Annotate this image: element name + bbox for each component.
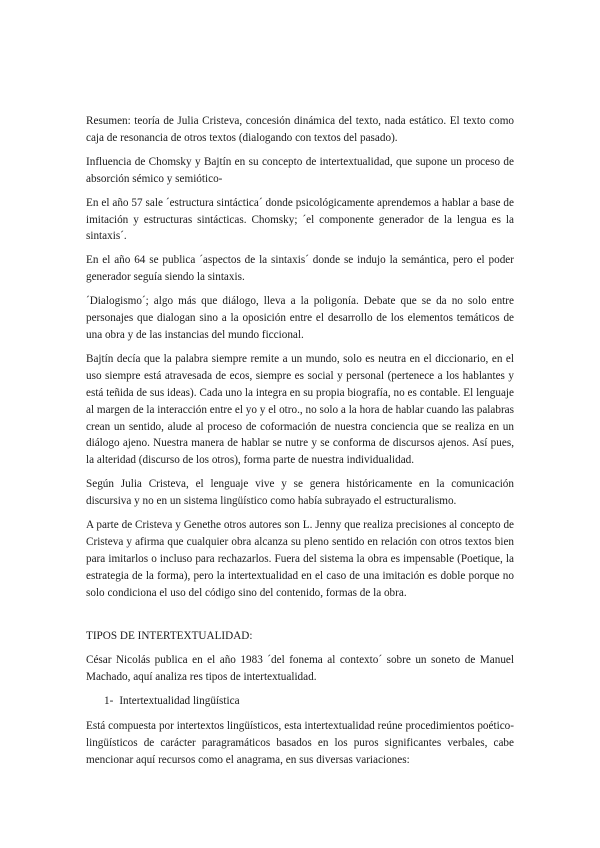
paragraph-section-intro: César Nicolás publica en el año 1983 ´del fonema al contexto´ sobre un soneto de Manuel Machado, aquí analiza res tipos de intertextualidad. — [86, 654, 514, 684]
paragraph-bajtin: Bajtín decía que la palabra siempre remite a un mundo, solo es neutra en el diccionario, en el uso siempre está atravesada de ecos, siempre es social y personal (pertenece a los hablantes y está teñida de sus ideas). Cada uno la integra en su propia biografía, no es contable. El lenguaje al margen de la interacción entre el yo y el otro., no solo a la hora de hablar cuando las palabras crean un sentido, alude al proceso de coformación de nuestra conciencia que se realiza en un diálogo ajeno. Nuestra manera de hablar se nutre y se conforma de discursos ajenos. Así pues, la alteridad (discurso de los otros), forma parte de nuestra individualidad. — [86, 352, 514, 467]
section-heading: TIPOS DE INTERTEXTUALIDAD: — [86, 629, 253, 642]
paragraph-cristeva-language: Según Julia Cristeva, el lenguaje vive y se genera históricamente en la comunicación discursiva y no en un sistema lingüístico como había subrayado el estructuralismo. — [86, 478, 514, 508]
paragraph-summary: Resumen: teoría de Julia Cristeva, concesión dinámica del texto, nada estático. El texto como caja de resonancia de otros textos (dialogando con textos del pasado). — [86, 115, 514, 144]
paragraph-final: Está compuesta por intertextos lingüísticos, esta intertextualidad reúne procedimientos poético-lingüísticos de carácter paragramáticos basados en los puros significantes verbales, cabe mencionar aquí recursos como el anagrama, en sus diversas variaciones: — [86, 720, 514, 766]
list-item-number: 1- — [104, 695, 114, 708]
paragraph-year-57: En el año 57 sale ´estructura sintáctica´ donde psicológicamente aprendemos a hablar a base de imitación y estructuras sintácticas. Chomsky; ´el componente generador de la lengua es la sintaxis´. — [86, 196, 514, 243]
document-body — [86, 113, 514, 776]
paragraph-chomsky-bajtin: Influencia de Chomsky y Bajtín en su concepto de intertextualidad, que supone un proceso de absorción sémico y semiótico- — [86, 155, 514, 185]
paragraph-dialogismo: ´Dialogismo´; algo más que diálogo, lleva a la poligonía. Debate que se da no solo entre personajes que dialogan sino a la oposición entre el desarrollo de los elementos temáticos de una obra y de las instancias del mundo ficcional. — [86, 295, 514, 341]
list-item-label: Intertextualidad lingüística — [119, 695, 240, 708]
paragraph-other-authors: A parte de Cristeva y Genethe otros autores son L. Jenny que realiza precisiones al concepto de Cristeva y afirma que cualquier obra alcanza su pleno sentido en relación con otros textos bien para imitarlos o incluso para rechazarlos. Fuera del sistema la obra es impensable (Poetique, la estrategia de la forma), pero la intertextualidad en el caso de una imitación es doble porque no solo condiciona el uso del código sino del contenido, formas de la obra. — [86, 519, 514, 599]
paragraph-year-64: En el año 64 se publica ´aspectos de la sintaxis´ donde se indujo la semántica, pero el poder generador seguía siendo la sintaxis. — [86, 254, 514, 284]
list-item-intertextualidad-linguistica — [86, 693, 514, 710]
